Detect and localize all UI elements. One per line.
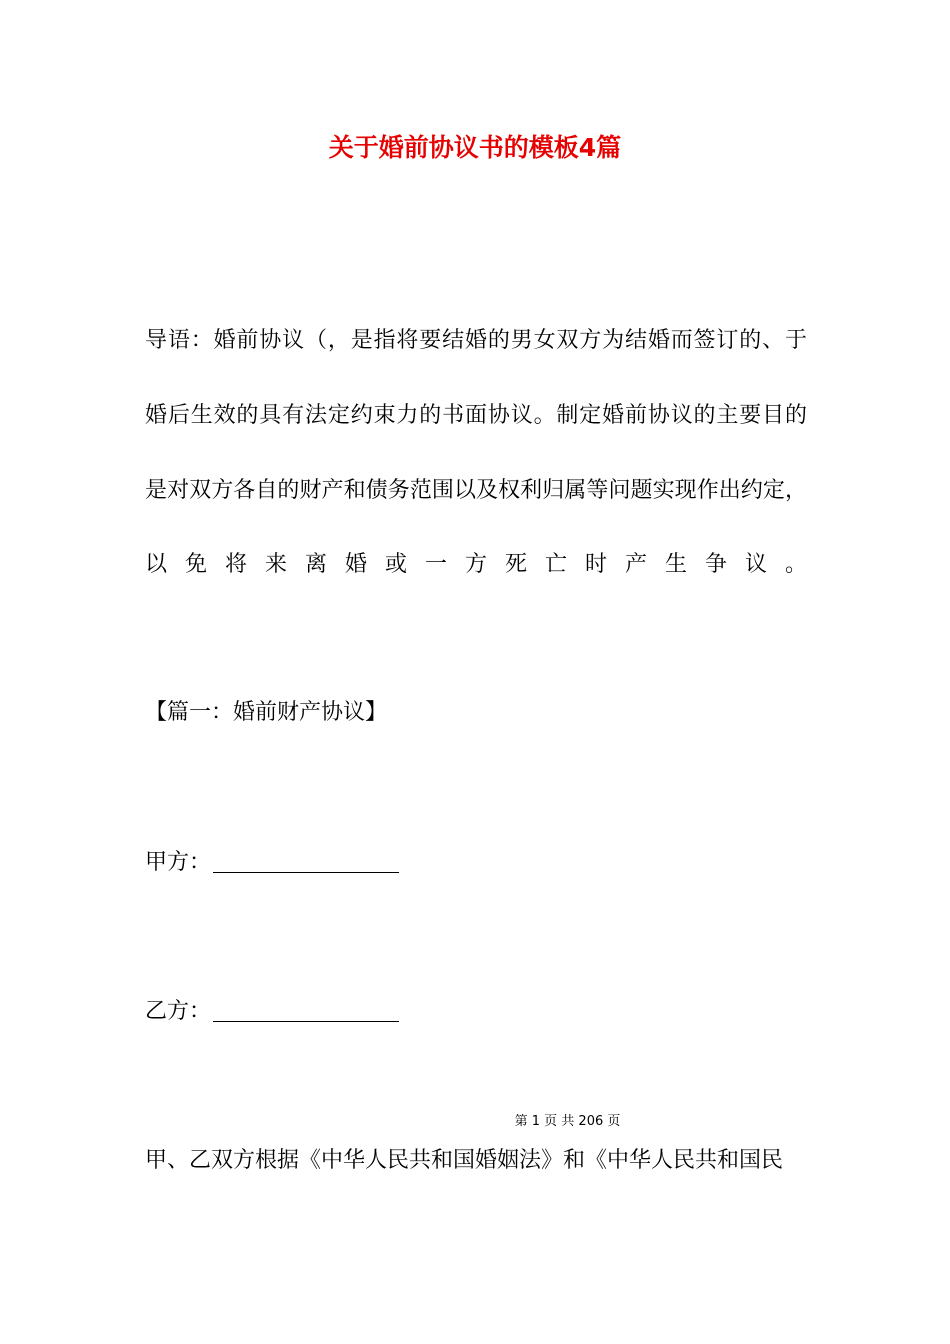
- intro-line-4: 以免将来离婚或一方死亡时产生争议。: [145, 552, 807, 577]
- party-a-blank-line: [213, 852, 399, 873]
- party-a-label: 甲方：: [145, 850, 212, 875]
- section-heading: 【篇一：婚前财产协议】: [145, 700, 388, 725]
- party-b-field: [145, 997, 399, 1027]
- party-b-label: 乙方：: [145, 999, 212, 1024]
- party-b-blank-line: [213, 1001, 399, 1022]
- body-line: 甲、乙双方根据《中华人民共和国婚姻法》和《中华人民共和国民: [145, 1148, 784, 1173]
- page-number: 第 1 页 共 206 页: [514, 1114, 621, 1129]
- intro-line-1: 导语：婚前协议（，是指将要结婚的男女双方为结婚而签订的、于: [145, 328, 807, 353]
- document-title: 关于婚前协议书的模板4篇: [328, 133, 622, 162]
- intro-line-2: 婚后生效的具有法定约束力的书面协议。制定婚前协议的主要目的: [145, 403, 807, 428]
- intro-line-3: 是对双方各自的财产和债务范围以及权利归属等问题实现作出约定，: [145, 478, 807, 503]
- party-a-field: [145, 848, 399, 878]
